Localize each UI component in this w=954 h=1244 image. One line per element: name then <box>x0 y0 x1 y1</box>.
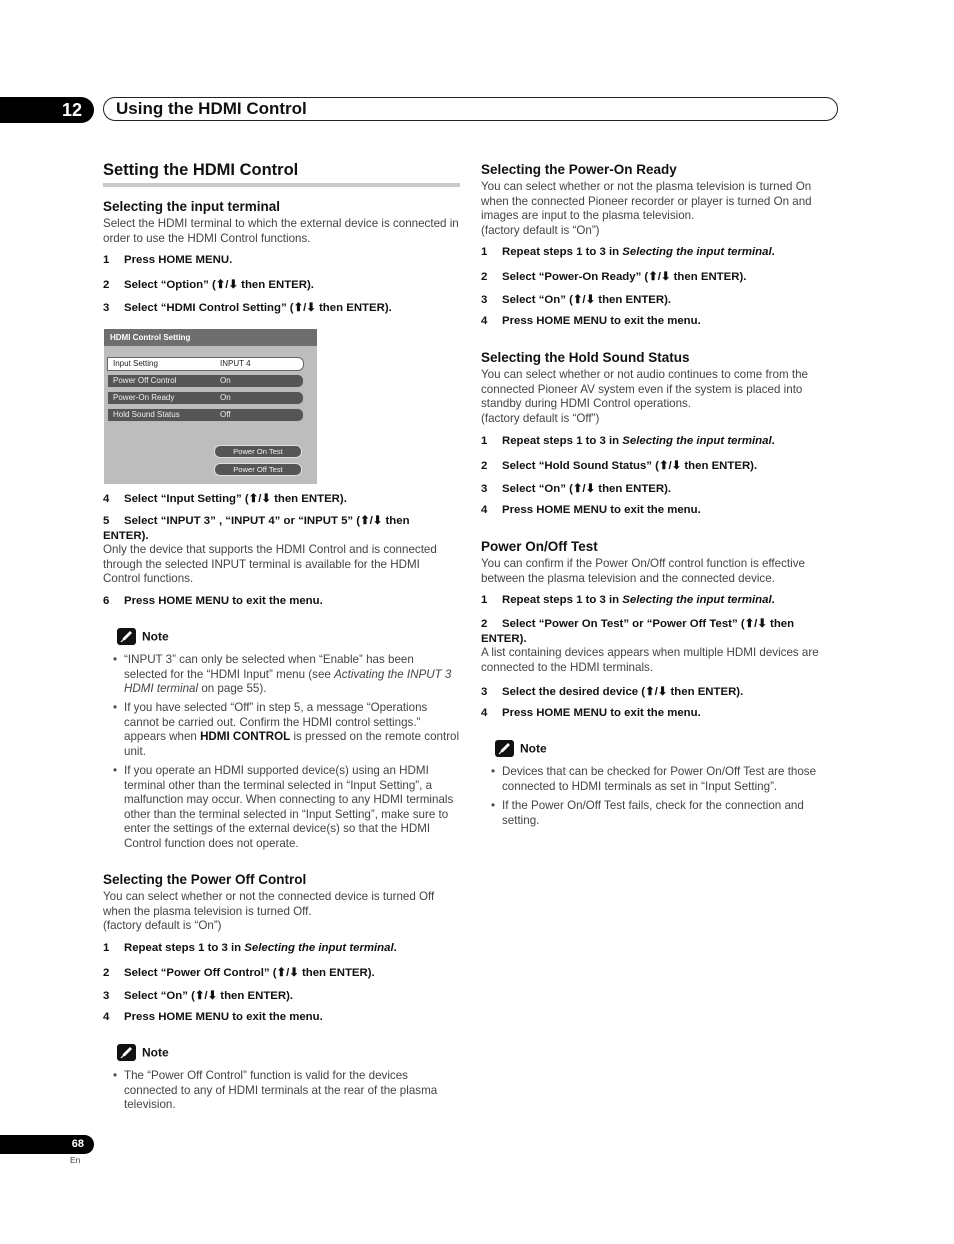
hold-sound-intro: You can select whether or not audio continues to come from the connected Pioneer AV system even if the system is placed into standby during HDMI Control operations. <box>481 368 808 411</box>
step-text: Select “Power-On Ready” (⬆/⬇ then ENTER). <box>502 271 747 283</box>
step-text: Press HOME MENU. <box>124 254 233 266</box>
note-text: on page 55). <box>198 682 267 696</box>
note-bold-text: HDMI CONTROL <box>200 730 291 744</box>
hold-sound-default: (factory default is “Off”) <box>481 412 600 425</box>
note-heading <box>117 629 169 646</box>
step-text: Select “On” (⬆/⬇ then ENTER). <box>502 483 672 495</box>
note-text: The “Power Off Control” function is valid for the devices connected to any of HDMI terminals at the rear of the plasma television. <box>124 1069 438 1112</box>
step2-description: A list containing devices appears when multiple HDMI devices are connected to the HDMI terminals. <box>481 646 819 674</box>
pencil-note-icon <box>117 628 136 645</box>
step-link-text: Selecting the input terminal <box>622 246 772 258</box>
step <box>103 300 392 314</box>
step <box>481 246 775 258</box>
menu-row-value: Off <box>220 410 231 419</box>
step <box>481 481 671 495</box>
step-text: Select the desired device (⬆/⬇ then ENTER). <box>502 686 744 698</box>
menu-row-power-off-control[interactable] <box>107 374 304 388</box>
step <box>103 965 375 979</box>
note-text: If the Power On/Off Test fails, check for the connection and setting. <box>502 799 804 827</box>
step-number: 3 <box>103 990 110 1002</box>
step-text: . <box>771 435 775 447</box>
menu-row-label: Power Off Control <box>113 376 177 385</box>
page-language: En <box>70 1155 81 1165</box>
step <box>481 594 775 606</box>
note-label: Note <box>520 741 547 756</box>
step-number: 2 <box>103 279 110 291</box>
menu-row-value: INPUT 4 <box>220 359 251 368</box>
step <box>481 684 743 698</box>
step <box>481 707 701 719</box>
step-number: 2 <box>103 967 110 979</box>
step-link-text: Selecting the input terminal <box>622 594 772 606</box>
note-item <box>502 765 838 794</box>
step-link-text: Selecting the input terminal <box>244 942 394 954</box>
note-heading <box>117 1045 169 1062</box>
power-off-intro: You can select whether or not the connected device is turned Off when the plasma television is turned Off. <box>103 890 435 918</box>
step-number: 5 <box>103 515 110 527</box>
menu-row-power-on-ready[interactable] <box>107 391 304 405</box>
step-text: Select “Power On Test” or “Power Off Test” (⬆/⬇ then ENTER). <box>481 618 795 645</box>
note-item <box>124 764 460 852</box>
step-text: Select “Power Off Control” (⬆/⬇ then ENTER). <box>124 967 375 979</box>
pencil-note-icon <box>495 740 514 757</box>
step-number: 3 <box>481 483 488 495</box>
note-link-text: Activating the INPUT 3 HDMI terminal <box>124 667 452 696</box>
step-number: 1 <box>103 942 110 954</box>
note-item <box>124 653 460 697</box>
input-terminal-intro: Select the HDMI terminal to which the external device is connected in order to use the HDMI Control functions. <box>103 217 459 245</box>
step-text: Repeat steps 1 to 3 in <box>124 942 245 954</box>
step <box>481 458 757 472</box>
step <box>103 942 397 954</box>
step-text: Select “On” (⬆/⬇ then ENTER). <box>502 294 672 306</box>
step-number: 1 <box>103 254 110 266</box>
step <box>103 988 293 1002</box>
menu-row-label: Power-On Ready <box>113 393 175 402</box>
pencil-note-icon <box>117 1044 136 1061</box>
chapter-number-badge: 12 <box>0 97 94 123</box>
step-text: Press HOME MENU to exit the menu. <box>124 1011 323 1023</box>
step <box>103 491 347 505</box>
step-number: 1 <box>481 246 488 258</box>
menu-row-hold-sound-status[interactable] <box>107 408 304 422</box>
step <box>103 254 232 266</box>
power-off-default: (factory default is “On”) <box>103 919 222 932</box>
section-title-rule <box>103 183 460 187</box>
section-title: Setting the HDMI Control <box>103 161 299 179</box>
step-number: 4 <box>481 504 488 516</box>
step-text: Select “INPUT 3” , “INPUT 4” or “INPUT 5” (⬆/⬇ then ENTER). <box>103 515 410 542</box>
hdmi-control-setting-screen <box>104 329 317 484</box>
step-text: Press HOME MENU to exit the menu. <box>502 315 701 327</box>
step-text: . <box>771 246 775 258</box>
step-number: 3 <box>481 294 488 306</box>
note-text: Devices that can be checked for Power On/Off Test are those connected to HDMI terminals as set in “Input Setting”. <box>502 765 817 793</box>
step-number: 4 <box>481 707 488 719</box>
step <box>481 292 671 306</box>
step-text: Press HOME MENU to exit the menu. <box>124 595 323 607</box>
step-number: 2 <box>481 271 488 283</box>
step <box>481 435 775 447</box>
page-number: 68 <box>0 1135 94 1154</box>
menu-row-value: On <box>220 376 231 385</box>
step-text: . <box>393 942 397 954</box>
step-number: 4 <box>481 315 488 327</box>
step-text: Select “On” (⬆/⬇ then ENTER). <box>124 990 294 1002</box>
note-text: If you operate an HDMI supported device(s) using an HDMI terminal other than the terminal selected in “Input Setting”, a malfunction may occur. When connecting to any HDMI terminals other than the terminal selected in “Input Setting”, make sure to enter the settings of the external device(s) so that the HDMI Control function does not operate. <box>124 764 454 850</box>
note-item <box>124 1069 460 1113</box>
step <box>481 315 701 327</box>
step5-description: Only the device that supports the HDMI Control and is connected through the selected INPUT terminal is available for the HDMI Control functions. <box>103 543 437 586</box>
power-on-default: (factory default is “On”) <box>481 224 600 237</box>
step-text: Select “Option” (⬆/⬇ then ENTER). <box>124 279 314 291</box>
note-label: Note <box>142 1045 169 1060</box>
step-number: 1 <box>481 435 488 447</box>
step-number: 6 <box>103 595 110 607</box>
screen-title: HDMI Control Setting <box>110 333 191 342</box>
step <box>481 617 831 646</box>
step-number: 4 <box>103 493 110 505</box>
step-number: 1 <box>481 594 488 606</box>
heading-input-terminal: Selecting the input terminal <box>103 199 281 214</box>
step-text: Select “Input Setting” (⬆/⬇ then ENTER). <box>124 493 347 505</box>
step-number: 4 <box>103 1011 110 1023</box>
step <box>481 269 746 283</box>
menu-row-label: Hold Sound Status <box>113 410 180 419</box>
note-item <box>502 799 838 828</box>
step <box>103 277 314 291</box>
step <box>103 595 323 607</box>
step-text: Press HOME MENU to exit the menu. <box>502 707 701 719</box>
note-text: If you have selected “Off” in step 5, a message “Operations cannot be carried out. Confirm the HDMI control settings.” appears when <box>124 701 428 744</box>
note-heading <box>495 741 547 758</box>
heading-power-off-control: Selecting the Power Off Control <box>103 872 307 887</box>
power-off-test-button[interactable]: Power Off Test <box>214 463 302 476</box>
note-text: is pressed on the remote control unit. <box>124 730 460 758</box>
heading-power-on-ready: Selecting the Power-On Ready <box>481 162 677 177</box>
menu-row-input-setting[interactable] <box>107 357 304 371</box>
step <box>103 514 443 543</box>
heading-hold-sound-status: Selecting the Hold Sound Status <box>481 350 690 365</box>
step <box>103 1011 323 1023</box>
step-text: Select “Hold Sound Status” (⬆/⬇ then ENTER). <box>502 460 758 472</box>
step-text: Press HOME MENU to exit the menu. <box>502 504 701 516</box>
step-text: Select “HDMI Control Setting” (⬆/⬇ then ENTER). <box>124 302 392 314</box>
step-number: 2 <box>481 460 488 472</box>
step <box>481 504 701 516</box>
heading-power-on-off-test: Power On/Off Test <box>481 539 598 554</box>
step-text: Repeat steps 1 to 3 in <box>502 594 623 606</box>
power-on-intro: You can select whether or not the plasma television is turned On when the connected Pioneer recorder or player is turned On and images are input to the plasma television. <box>481 180 812 223</box>
step-text: . <box>771 594 775 606</box>
step-link-text: Selecting the input terminal <box>622 435 772 447</box>
step-text: Repeat steps 1 to 3 in <box>502 246 623 258</box>
step-number: 2 <box>481 618 488 630</box>
step-text: Repeat steps 1 to 3 in <box>502 435 623 447</box>
note-label: Note <box>142 629 169 644</box>
chapter-title: Using the HDMI Control <box>116 99 307 118</box>
power-test-intro: You can confirm if the Power On/Off control function is effective between the plasma television and the connected device. <box>481 557 805 585</box>
step-number: 3 <box>481 686 488 698</box>
note-text: “INPUT 3” can only be selected when “Enable” has been selected for the “HDMI Input” menu (see <box>124 653 414 681</box>
power-on-test-button[interactable]: Power On Test <box>214 445 302 458</box>
note-item <box>124 701 460 759</box>
step-number: 3 <box>103 302 110 314</box>
menu-row-label: Input Setting <box>113 359 158 368</box>
menu-row-value: On <box>220 393 231 402</box>
